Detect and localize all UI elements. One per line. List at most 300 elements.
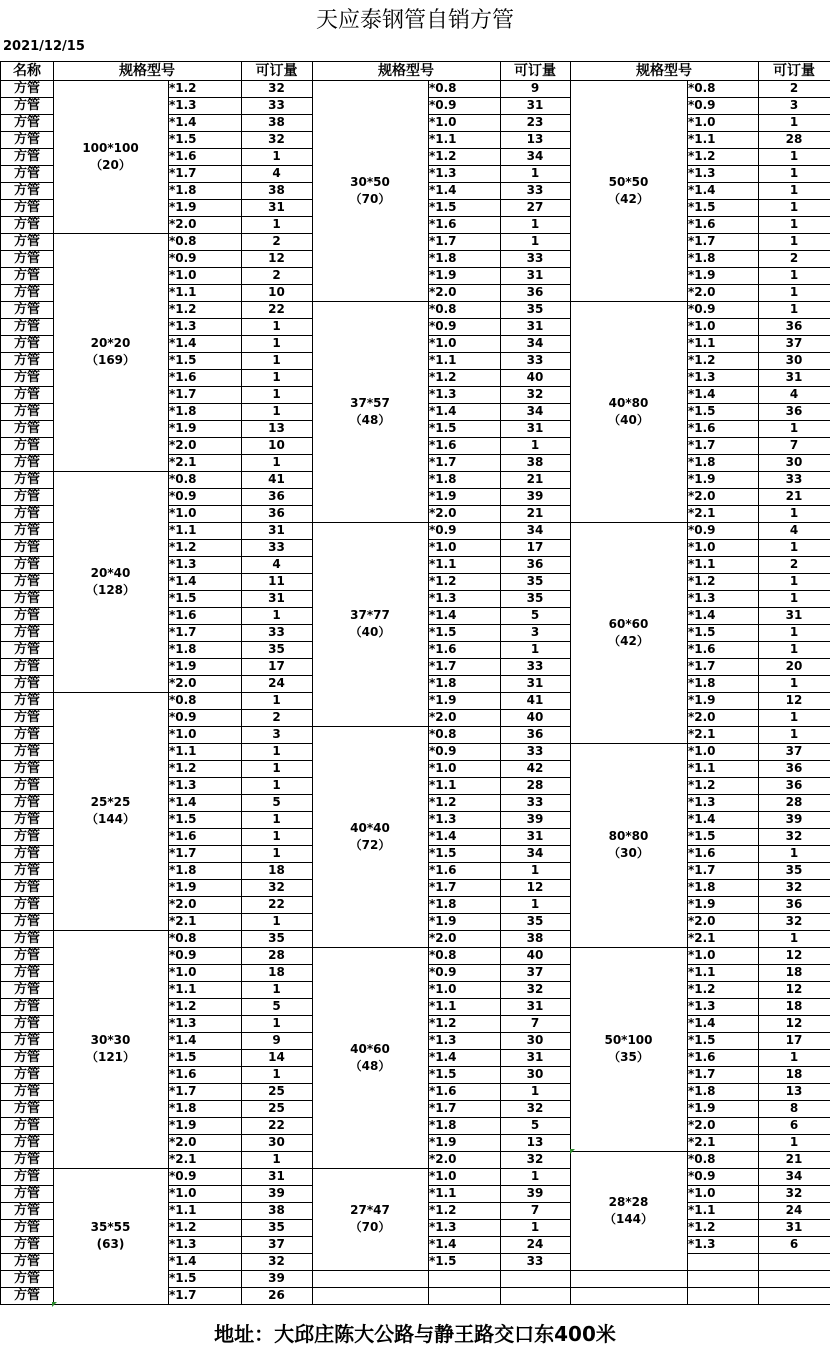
quantity-cell: 6 xyxy=(758,1117,830,1135)
spec-group xyxy=(570,743,688,948)
row-product-name: 方管 xyxy=(0,250,54,268)
thickness-cell: *1.7 xyxy=(168,165,242,183)
quantity-cell: 36 xyxy=(758,403,830,421)
row-product-name: 方管 xyxy=(0,165,54,183)
row-product-name: 方管 xyxy=(0,1253,54,1271)
quantity-cell: 12 xyxy=(500,879,571,897)
quantity-cell: 1 xyxy=(758,709,830,727)
spec-group xyxy=(312,1168,429,1271)
spec-group xyxy=(53,930,169,1169)
quantity-cell: 13 xyxy=(500,1134,571,1152)
thickness-cell: *1.8 xyxy=(428,675,501,693)
quantity-cell: 4 xyxy=(241,165,313,183)
thickness-cell: *1.4 xyxy=(687,1015,759,1033)
quantity-cell: 31 xyxy=(241,1168,313,1186)
quantity-cell: 32 xyxy=(500,1151,571,1169)
quantity-cell: 24 xyxy=(758,1202,830,1220)
row-product-name: 方管 xyxy=(0,743,54,761)
row-product-name: 方管 xyxy=(0,369,54,387)
thickness-cell: *1.5 xyxy=(168,1049,242,1067)
quantity-cell: 21 xyxy=(500,505,571,523)
spec-size: 40*40 xyxy=(350,820,390,835)
thickness-cell: *1.9 xyxy=(168,1117,242,1135)
thickness-cell: *1.0 xyxy=(687,539,759,557)
thickness-cell: *1.1 xyxy=(428,131,501,149)
quantity-cell: 5 xyxy=(500,607,571,625)
quantity-cell: 8 xyxy=(758,1100,830,1118)
quantity-cell: 22 xyxy=(241,301,313,319)
thickness-cell: *1.0 xyxy=(168,964,242,982)
thickness-cell: *1.4 xyxy=(687,386,759,404)
thickness-cell: *1.8 xyxy=(687,454,759,472)
thickness-cell: *1.4 xyxy=(168,573,242,591)
header-spec: 规格型号 xyxy=(312,61,501,81)
thickness-cell: *0.8 xyxy=(428,726,501,744)
thickness-cell: *0.8 xyxy=(168,930,242,948)
thickness-cell: *1.0 xyxy=(687,1185,759,1203)
quantity-cell: 12 xyxy=(758,981,830,999)
quantity-cell: 32 xyxy=(241,80,313,98)
quantity-cell: 28 xyxy=(500,777,571,795)
quantity-cell: 3 xyxy=(241,726,313,744)
quantity-cell: 4 xyxy=(758,386,830,404)
header-spec: 规格型号 xyxy=(53,61,242,81)
spec-count: （30） xyxy=(608,846,649,860)
quantity-cell: 39 xyxy=(500,1185,571,1203)
quantity-cell: 3 xyxy=(758,97,830,115)
spec-size: 25*25 xyxy=(90,795,131,809)
thickness-cell: *1.6 xyxy=(428,862,501,880)
quantity-cell: 31 xyxy=(500,267,571,285)
quantity-cell: 36 xyxy=(500,556,571,574)
thickness-cell: *1.5 xyxy=(687,199,759,217)
row-product-name: 方管 xyxy=(0,471,54,489)
address-footer: 地址：大邱庄陈大公路与静王路交口东400米 xyxy=(214,1322,616,1346)
thickness-cell: *1.0 xyxy=(168,726,242,744)
spec-size: 28*28 xyxy=(608,1194,649,1209)
quantity-cell: 30 xyxy=(241,1134,313,1152)
row-product-name: 方管 xyxy=(0,420,54,438)
quantity-cell: 18 xyxy=(758,964,830,982)
spec-size: 30*30 xyxy=(90,1033,131,1047)
quantity-cell: 33 xyxy=(500,1253,571,1271)
quantity-cell: 6 xyxy=(758,1236,830,1254)
thickness-cell: *1.0 xyxy=(428,981,501,999)
spec-group xyxy=(570,1287,688,1305)
thickness-cell: *1.5 xyxy=(687,403,759,421)
thickness-cell: *1.1 xyxy=(428,556,501,574)
row-product-name: 方管 xyxy=(0,879,54,897)
quantity-cell: 33 xyxy=(500,794,571,812)
quantity-cell: 36 xyxy=(758,777,830,795)
quantity-cell: 39 xyxy=(500,488,571,506)
quantity-cell xyxy=(758,1287,830,1305)
spec-count: （70） xyxy=(349,1220,391,1234)
thickness-cell: *1.5 xyxy=(687,624,759,642)
thickness-cell: *0.9 xyxy=(428,743,501,761)
quantity-cell: 5 xyxy=(241,794,313,812)
thickness-cell: *2.1 xyxy=(168,913,242,931)
quantity-cell: 36 xyxy=(241,505,313,523)
quantity-cell: 38 xyxy=(241,114,313,132)
spec-count: （40） xyxy=(349,625,391,639)
spec-count: （128） xyxy=(85,582,136,597)
thickness-cell: *1.1 xyxy=(687,760,759,778)
thickness-cell: *1.2 xyxy=(428,794,501,812)
quantity-cell: 35 xyxy=(758,862,830,880)
thickness-cell: *2.0 xyxy=(428,1151,501,1169)
quantity-cell: 20 xyxy=(758,658,830,676)
spec-size: 37*77 xyxy=(350,608,390,622)
header-spec: 规格型号 xyxy=(570,61,759,81)
spec-group xyxy=(312,522,429,727)
quantity-cell: 34 xyxy=(500,403,571,421)
row-product-name: 方管 xyxy=(0,97,54,115)
thickness-cell: *1.0 xyxy=(168,1185,242,1203)
quantity-cell: 31 xyxy=(500,318,571,336)
spec-size: 27*47 xyxy=(350,1203,390,1217)
quantity-cell: 39 xyxy=(241,1270,313,1288)
header-qty: 可订量 xyxy=(500,61,571,81)
thickness-cell: *2.0 xyxy=(687,488,759,506)
thickness-cell: *0.9 xyxy=(428,318,501,336)
spec-count: （169） xyxy=(85,353,136,367)
quantity-cell: 41 xyxy=(500,692,571,710)
quantity-cell: 10 xyxy=(241,284,313,302)
row-product-name: 方管 xyxy=(0,556,54,574)
spec-group xyxy=(312,726,429,948)
thickness-cell: *1.1 xyxy=(428,777,501,795)
thickness-cell: *0.8 xyxy=(428,947,501,965)
quantity-cell: 17 xyxy=(758,1032,830,1050)
thickness-cell: *2.0 xyxy=(687,709,759,727)
thickness-cell: *1.5 xyxy=(168,131,242,149)
thickness-cell: *1.0 xyxy=(428,1168,501,1186)
thickness-cell: *1.2 xyxy=(428,369,501,387)
spec-count: （35） xyxy=(608,1050,649,1064)
thickness-cell: *1.4 xyxy=(168,1032,242,1050)
thickness-cell: *1.0 xyxy=(428,760,501,778)
thickness-cell: *1.6 xyxy=(687,420,759,438)
quantity-cell: 1 xyxy=(500,437,571,455)
quantity-cell: 33 xyxy=(758,471,830,489)
thickness-cell: *1.5 xyxy=(687,1032,759,1050)
quantity-cell: 32 xyxy=(241,131,313,149)
quantity-cell: 35 xyxy=(500,301,571,319)
quantity-cell: 36 xyxy=(758,896,830,914)
quantity-cell xyxy=(758,1270,830,1288)
thickness-cell: *1.7 xyxy=(687,1066,759,1084)
cell-comment-marker xyxy=(52,1302,57,1307)
row-product-name: 方管 xyxy=(0,80,54,98)
quantity-cell: 31 xyxy=(758,607,830,625)
quantity-cell: 36 xyxy=(500,726,571,744)
spec-size: 100*100 xyxy=(82,140,139,155)
row-product-name: 方管 xyxy=(0,998,54,1016)
quantity-cell xyxy=(500,1270,571,1288)
thickness-cell: *1.7 xyxy=(428,1100,501,1118)
spec-group xyxy=(570,80,688,302)
quantity-cell: 28 xyxy=(758,131,830,149)
thickness-cell: *1.2 xyxy=(168,760,242,778)
row-product-name: 方管 xyxy=(0,1015,54,1033)
row-product-name: 方管 xyxy=(0,692,54,710)
thickness-cell: *1.5 xyxy=(168,352,242,370)
thickness-cell: *1.2 xyxy=(428,1015,501,1033)
quantity-cell: 32 xyxy=(241,1253,313,1271)
quantity-cell: 1 xyxy=(241,981,313,999)
thickness-cell: *1.4 xyxy=(168,794,242,812)
thickness-cell: *2.0 xyxy=(428,284,501,302)
thickness-cell: *1.0 xyxy=(428,114,501,132)
quantity-cell: 1 xyxy=(758,930,830,948)
thickness-cell: *1.6 xyxy=(168,148,242,166)
thickness-cell: *1.3 xyxy=(428,590,501,608)
thickness-cell: *1.6 xyxy=(428,216,501,234)
spec-group xyxy=(53,692,169,931)
thickness-cell: *0.9 xyxy=(168,488,242,506)
thickness-cell: *1.3 xyxy=(168,556,242,574)
row-product-name: 方管 xyxy=(0,1287,54,1305)
quantity-cell: 13 xyxy=(758,1083,830,1101)
row-product-name: 方管 xyxy=(0,488,54,506)
quantity-cell: 31 xyxy=(758,1219,830,1237)
spec-count: (63) xyxy=(96,1237,125,1251)
thickness-cell: *1.7 xyxy=(687,658,759,676)
row-product-name: 方管 xyxy=(0,148,54,166)
quantity-cell: 35 xyxy=(241,1219,313,1237)
row-product-name: 方管 xyxy=(0,182,54,200)
quantity-cell: 28 xyxy=(758,794,830,812)
thickness-cell: *1.4 xyxy=(428,403,501,421)
quantity-cell: 1 xyxy=(500,216,571,234)
thickness-cell: *1.9 xyxy=(428,488,501,506)
quantity-cell: 12 xyxy=(241,250,313,268)
spec-group xyxy=(570,301,688,523)
quantity-cell: 32 xyxy=(758,1185,830,1203)
thickness-cell: *1.9 xyxy=(168,879,242,897)
quantity-cell: 1 xyxy=(241,811,313,829)
thickness-cell: *2.0 xyxy=(428,505,501,523)
thickness-cell: *1.3 xyxy=(428,1219,501,1237)
quantity-cell: 1 xyxy=(500,896,571,914)
quantity-cell: 37 xyxy=(241,1236,313,1254)
quantity-cell: 1 xyxy=(241,607,313,625)
quantity-cell: 21 xyxy=(758,1151,830,1169)
spec-group xyxy=(570,947,688,1152)
thickness-cell: *2.0 xyxy=(428,709,501,727)
thickness-cell xyxy=(687,1287,759,1305)
sheet-date: 2021/12/15 xyxy=(3,39,85,54)
row-product-name: 方管 xyxy=(0,1117,54,1135)
thickness-cell: *1.3 xyxy=(168,1015,242,1033)
thickness-cell: *1.7 xyxy=(687,437,759,455)
quantity-cell: 40 xyxy=(500,709,571,727)
quantity-cell: 33 xyxy=(500,743,571,761)
thickness-cell: *1.2 xyxy=(428,1202,501,1220)
spec-group xyxy=(570,1151,688,1271)
thickness-cell: *1.5 xyxy=(428,624,501,642)
thickness-cell: *1.4 xyxy=(428,1049,501,1067)
row-product-name: 方管 xyxy=(0,624,54,642)
thickness-cell: *0.9 xyxy=(428,97,501,115)
thickness-cell: *1.3 xyxy=(168,97,242,115)
quantity-cell: 38 xyxy=(500,454,571,472)
spec-group xyxy=(570,522,688,744)
thickness-cell: *1.4 xyxy=(428,828,501,846)
spec-group xyxy=(53,471,169,693)
quantity-cell: 1 xyxy=(241,913,313,931)
spec-count: （72） xyxy=(349,837,391,852)
row-product-name: 方管 xyxy=(0,522,54,540)
spec-group xyxy=(312,80,429,302)
thickness-cell: *1.8 xyxy=(428,471,501,489)
quantity-cell: 1 xyxy=(758,1134,830,1152)
quantity-cell: 33 xyxy=(500,182,571,200)
thickness-cell: *1.2 xyxy=(428,573,501,591)
quantity-cell: 38 xyxy=(241,182,313,200)
quantity-cell: 14 xyxy=(241,1049,313,1067)
thickness-cell: *1.2 xyxy=(168,998,242,1016)
quantity-cell: 37 xyxy=(500,964,571,982)
quantity-cell: 13 xyxy=(241,420,313,438)
quantity-cell: 26 xyxy=(241,1287,313,1305)
row-product-name: 方管 xyxy=(0,505,54,523)
quantity-cell: 33 xyxy=(241,97,313,115)
quantity-cell: 1 xyxy=(241,760,313,778)
quantity-cell: 2 xyxy=(758,250,830,268)
thickness-cell: *1.8 xyxy=(168,1100,242,1118)
quantity-cell: 21 xyxy=(500,471,571,489)
row-product-name: 方管 xyxy=(0,284,54,302)
quantity-cell: 31 xyxy=(241,522,313,540)
thickness-cell: *2.0 xyxy=(168,675,242,693)
thickness-cell: *1.1 xyxy=(168,981,242,999)
row-product-name: 方管 xyxy=(0,930,54,948)
thickness-cell: *1.8 xyxy=(687,1083,759,1101)
thickness-cell: *1.9 xyxy=(168,420,242,438)
thickness-cell: *2.1 xyxy=(687,726,759,744)
spec-size: 37*57 xyxy=(350,395,390,410)
quantity-cell: 39 xyxy=(241,1185,313,1203)
row-product-name: 方管 xyxy=(0,1134,54,1152)
thickness-cell: *0.8 xyxy=(168,692,242,710)
thickness-cell: *1.2 xyxy=(168,80,242,98)
thickness-cell: *2.0 xyxy=(168,216,242,234)
quantity-cell: 31 xyxy=(500,420,571,438)
spec-size: 60*60 xyxy=(608,616,649,631)
thickness-cell: *1.5 xyxy=(428,420,501,438)
row-product-name: 方管 xyxy=(0,726,54,744)
quantity-cell: 1 xyxy=(500,641,571,659)
thickness-cell: *1.6 xyxy=(687,845,759,863)
quantity-cell: 2 xyxy=(241,233,313,251)
quantity-cell: 1 xyxy=(500,1083,571,1101)
quantity-cell: 33 xyxy=(241,624,313,642)
spec-count: （70） xyxy=(349,191,391,206)
row-product-name: 方管 xyxy=(0,1032,54,1050)
row-product-name: 方管 xyxy=(0,675,54,693)
quantity-cell: 4 xyxy=(241,556,313,574)
quantity-cell: 28 xyxy=(241,947,313,965)
quantity-cell: 31 xyxy=(500,828,571,846)
quantity-cell: 1 xyxy=(758,165,830,183)
row-product-name: 方管 xyxy=(0,131,54,149)
quantity-cell: 33 xyxy=(241,539,313,557)
spec-size: 35*55 xyxy=(90,1220,131,1234)
spec-count: （121） xyxy=(85,1050,136,1064)
quantity-cell: 36 xyxy=(758,760,830,778)
thickness-cell: *1.8 xyxy=(687,879,759,897)
thickness-cell: *1.7 xyxy=(428,233,501,251)
quantity-cell: 31 xyxy=(500,675,571,693)
row-product-name: 方管 xyxy=(0,947,54,965)
thickness-cell: *1.8 xyxy=(168,403,242,421)
thickness-cell: *1.6 xyxy=(687,641,759,659)
spec-group xyxy=(312,301,429,523)
quantity-cell: 35 xyxy=(241,930,313,948)
quantity-cell: 13 xyxy=(500,131,571,149)
quantity-cell: 7 xyxy=(500,1015,571,1033)
thickness-cell: *1.2 xyxy=(687,573,759,591)
quantity-cell: 32 xyxy=(500,981,571,999)
quantity-cell: 5 xyxy=(241,998,313,1016)
quantity-cell: 37 xyxy=(758,335,830,353)
thickness-cell: *1.3 xyxy=(687,590,759,608)
thickness-cell: *0.9 xyxy=(687,522,759,540)
quantity-cell: 1 xyxy=(241,828,313,846)
thickness-cell: *1.3 xyxy=(168,1236,242,1254)
thickness-cell: *1.7 xyxy=(687,233,759,251)
quantity-cell: 1 xyxy=(500,165,571,183)
quantity-cell: 1 xyxy=(241,352,313,370)
thickness-cell: *1.1 xyxy=(687,964,759,982)
thickness-cell: *1.7 xyxy=(428,454,501,472)
thickness-cell: *0.9 xyxy=(428,964,501,982)
quantity-cell: 1 xyxy=(241,216,313,234)
quantity-cell: 1 xyxy=(758,267,830,285)
thickness-cell: *0.9 xyxy=(168,947,242,965)
thickness-cell: *1.9 xyxy=(687,471,759,489)
thickness-cell: *1.8 xyxy=(687,675,759,693)
quantity-cell: 22 xyxy=(241,1117,313,1135)
row-product-name: 方管 xyxy=(0,318,54,336)
thickness-cell: *1.2 xyxy=(168,539,242,557)
thickness-cell: *1.4 xyxy=(428,607,501,625)
quantity-cell: 1 xyxy=(241,369,313,387)
thickness-cell: *1.5 xyxy=(428,1066,501,1084)
row-product-name: 方管 xyxy=(0,896,54,914)
thickness-cell: *1.7 xyxy=(168,1287,242,1305)
thickness-cell: *1.6 xyxy=(168,828,242,846)
thickness-cell: *1.2 xyxy=(168,1219,242,1237)
thickness-cell: *1.4 xyxy=(428,1236,501,1254)
spec-size: 50*100 xyxy=(604,1033,653,1047)
thickness-cell: *1.1 xyxy=(687,1202,759,1220)
quantity-cell: 30 xyxy=(500,1066,571,1084)
row-product-name: 方管 xyxy=(0,641,54,659)
thickness-cell: *1.7 xyxy=(168,624,242,642)
thickness-cell: *1.7 xyxy=(168,845,242,863)
quantity-cell: 31 xyxy=(500,1049,571,1067)
quantity-cell: 1 xyxy=(758,216,830,234)
quantity-cell: 32 xyxy=(241,879,313,897)
quantity-cell: 42 xyxy=(500,760,571,778)
quantity-cell: 37 xyxy=(758,743,830,761)
quantity-cell: 1 xyxy=(758,199,830,217)
spec-count: （48） xyxy=(349,1058,391,1073)
thickness-cell: *0.9 xyxy=(168,1168,242,1186)
